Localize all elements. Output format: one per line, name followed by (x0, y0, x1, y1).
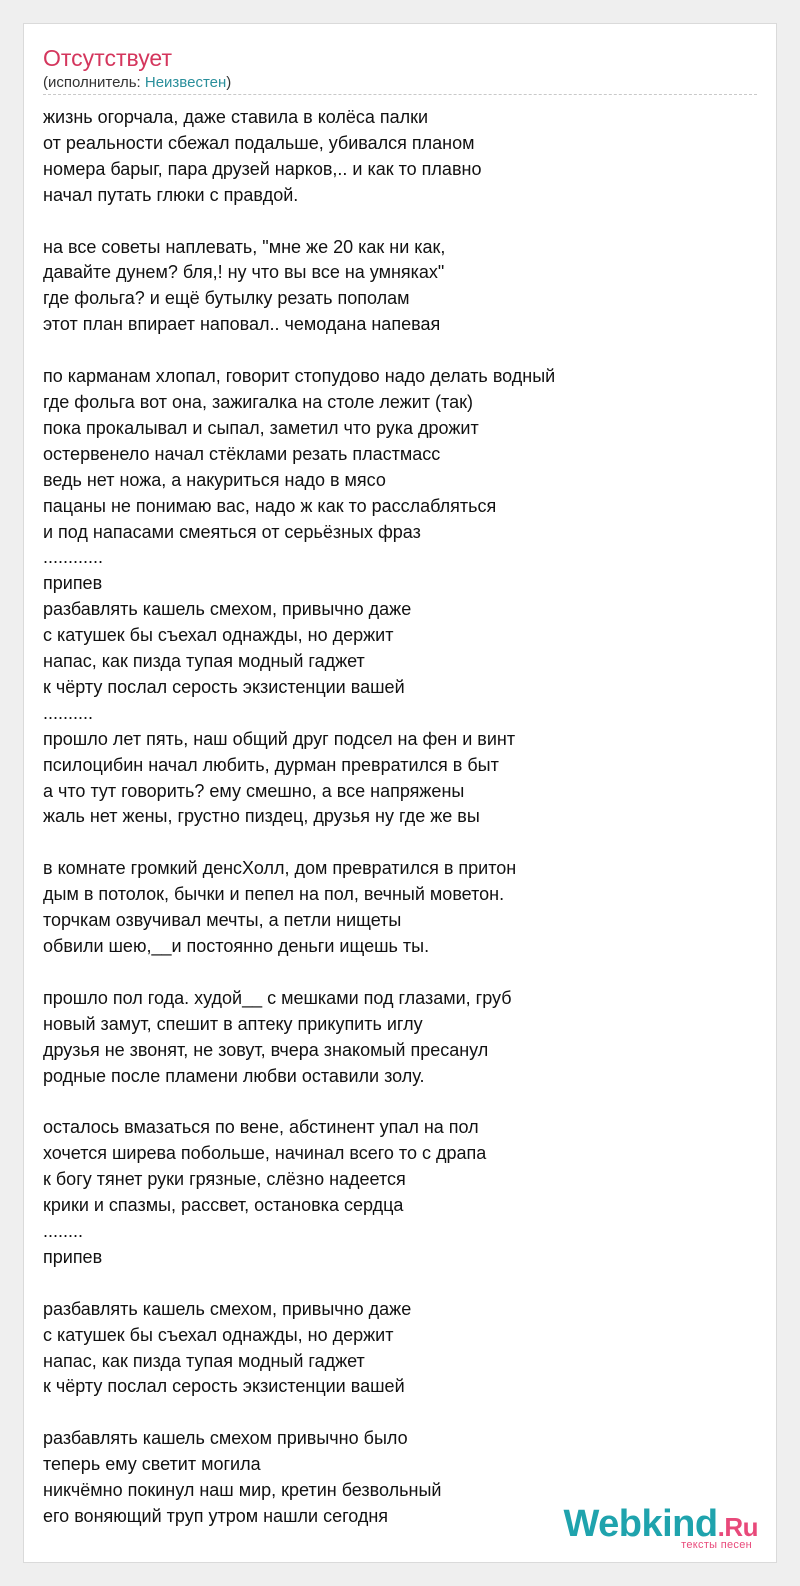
artist-line (43, 74, 231, 92)
artist-prefix: (исполнитель: (43, 74, 145, 91)
watermark-logo (563, 1503, 758, 1551)
watermark-brand-name: Webkind (563, 1503, 718, 1545)
watermark-brand-tld: .Ru (717, 1512, 758, 1542)
header-divider (43, 94, 757, 95)
lyrics-card (23, 23, 777, 1563)
artist-suffix: ) (226, 74, 232, 91)
lyrics-text: жизнь огорчала, даже ставила в колёса палки от реальности сбежал подальше, убивался планом номера барыг, пара друзей нарков,.. и как то плавно начал путать глюки с правдой. на все советы наплевать, "мне же 20 как ни как, давайте дунем? бля,! ну что вы все на умняках" где фольга? и ещё бутылку резать пополам этот план впирает наповал.. чемодана напевая по карманам хлопал, говорит стопудово надо делать водный где фольга вот она, зажигалка на столе лежит (так) пока прокалывал и сыпал, заметил что рука дрожит остервенело начал стёклами резать пластмасс ведь нет ножа, а накуриться надо в мясо пацаны не понимаю вас, надо ж как то расслабляться и под напасами смеяться от серьёзных фраз ............ припев разбавлять кашель смехом, привычно даже с катушек бы съехал однажды, но держит напас, как пизда тупая модный гаджет к чёрту послал серость экзистенции вашей .......... прошло лет пять, наш общий друг подсел на фен и винт псилоцибин начал любить, дурман превратился в быт а что тут говорить? ему смешно, а все напряжены жаль нет жены, грустно пиздец, друзья ну где же вы в комнате громкий денсХолл, дом превратился в притон дым в потолок, бычки и пепел на пол, вечный моветон. торчкам озвучивал мечты, а петли нищеты обвили шею,__и постоянно деньги ищешь ты. прошло пол года. худой__ с мешками под глазами, груб новый замут, спешит в аптеку прикупить иглу друзья не звонят, не зовут, вчера знакомый пресанул родные после пламени любви оставили золу. осталось вмазаться по вене, абстинент упал на пол хочется ширева побольше, начинал всего то с драпа к богу тянет руки грязные, слёзно надеется крики и спазмы, рассвет, остановка сердца ........ припев разбавлять кашель смехом, привычно даже с катушек бы съехал однажды, но держит напас, как пизда тупая модный гаджет к чёрту послал серость экзистенции вашей разбавлять кашель смехом привычно было теперь ему светит могила никчёмно покинул наш мир, кретин безвольный его воняющий труп утром нашли сегодня (43, 107, 556, 1526)
watermark-tagline: тексты песен (681, 1539, 752, 1551)
song-title: Отсутствует (43, 45, 172, 71)
artist-link[interactable]: Неизвестен (144, 74, 227, 91)
